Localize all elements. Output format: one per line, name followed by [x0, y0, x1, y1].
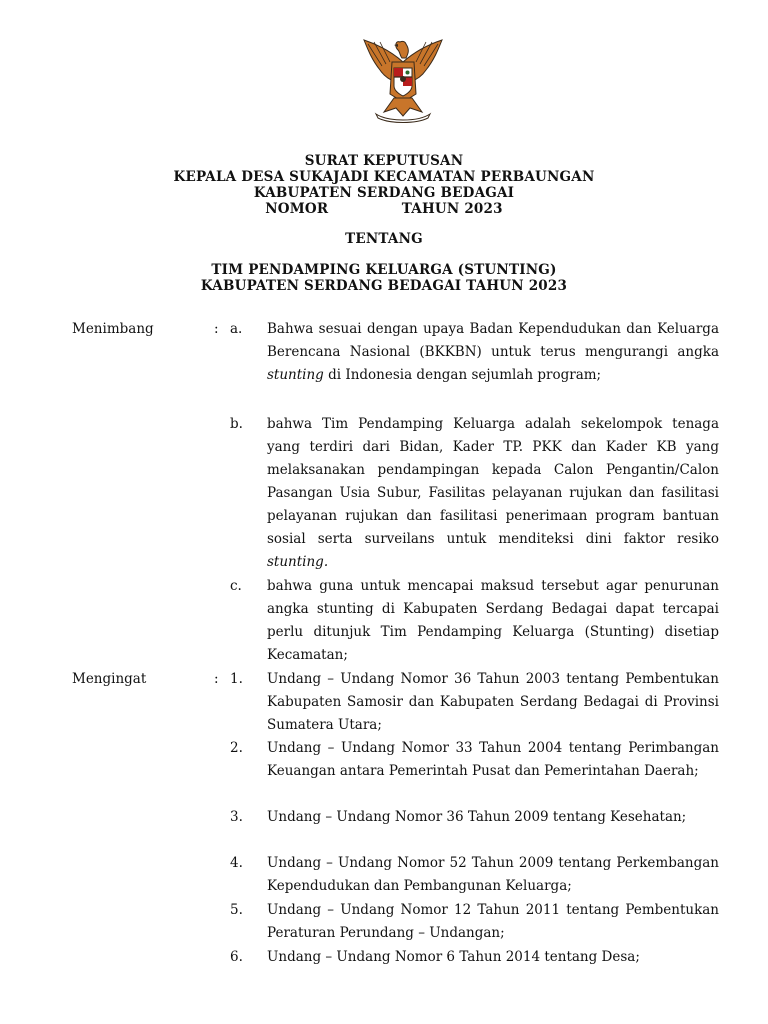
item-marker: c. [230, 578, 242, 594]
tentang-label: TENTANG [345, 231, 423, 247]
menimbang-label: Menimbang [72, 321, 154, 337]
mengingat-colon: : [214, 671, 219, 687]
mengingat-item-5 [230, 899, 720, 945]
menimbang-item-c [230, 575, 720, 667]
header-line: KEPALA DESA SUKAJADI KECAMATAN PERBAUNGAN [173, 169, 595, 185]
document-header [0, 153, 768, 217]
garuda-pancasila-emblem-icon [354, 32, 452, 124]
mengingat-label: Mengingat [72, 671, 147, 687]
item-text: bahwa guna untuk mencapai maksud tersebut agar penurunan angka stunting di Kabupaten Serdang Bedagai dapat tercapai perlu ditunjuk Tim Pendamping Keluarga (Stunting) disetiap Kecamatan; [267, 578, 719, 663]
item-text: Undang – Undang Nomor 52 Tahun 2009 tentang Perkembangan Kependudukan dan Pembangunan Keluarga; [267, 855, 719, 894]
header-line: NOMOR TAHUN 2023 [265, 201, 503, 217]
subject-line: TIM PENDAMPING KELUARGA (STUNTING) [211, 262, 557, 278]
item-text: bahwa Tim Pendamping Keluarga adalah sekelompok tenaga yang terdiri dari Bidan, Kader TP. PKK dan Kader KB yang melaksanakan pendampingan kepada Calon Pengantin/Calon Pasangan Usia Subur, Fasilitas pelayanan rujukan dan fasilitasi pelayanan rujukan dan fasilitasi penerimaan program bantuan sosial serta surveilans untuk menditeksi dini faktor resiko stunting. [267, 416, 719, 570]
item-marker: 5. [230, 902, 243, 918]
mengingat-item-2 [230, 737, 720, 783]
item-text: Bahwa sesuai dengan upaya Badan Kependudukan dan Keluarga Berencana Nasional (BKKBN) untuk terus mengurangi angka stunting di Indonesia dengan sejumlah program; [267, 321, 719, 383]
item-marker: 6. [230, 949, 243, 965]
item-marker: b. [230, 416, 243, 432]
item-text: Undang – Undang Nomor 36 Tahun 2003 tentang Pembentukan Kabupaten Samosir dan Kabupaten Serdang Bedagai di Provinsi Sumatera Utara; [267, 671, 719, 733]
mengingat-item-4 [230, 852, 720, 898]
item-marker: 4. [230, 855, 243, 871]
menimbang-item-a [230, 318, 720, 387]
item-marker: 3. [230, 809, 243, 825]
item-marker: 2. [230, 740, 243, 756]
mengingat-item-3 [230, 806, 720, 829]
header-line: SURAT KEPUTUSAN [304, 153, 464, 169]
item-text: Undang – Undang Nomor 12 Tahun 2011 tentang Pembentukan Peraturan Perundang – Undangan; [267, 902, 719, 941]
item-text: Undang – Undang Nomor 36 Tahun 2009 tentang Kesehatan; [267, 809, 687, 825]
tentang-heading [0, 231, 768, 247]
mengingat-item-1 [230, 668, 720, 737]
header-line: KABUPATEN SERDANG BEDAGAI [253, 185, 515, 201]
item-marker: a. [230, 321, 243, 337]
item-text: Undang – Undang Nomor 33 Tahun 2004 tentang Perimbangan Keuangan antara Pemerintah Pusat dan Pemerintahan Daerah; [267, 740, 719, 779]
menimbang-colon: : [214, 321, 219, 337]
subject-heading [0, 262, 768, 294]
subject-line: KABUPATEN SERDANG BEDAGAI TAHUN 2023 [200, 278, 568, 294]
menimbang-item-b [230, 413, 720, 574]
item-text: Undang – Undang Nomor 6 Tahun 2014 tentang Desa; [267, 949, 640, 965]
item-marker: 1. [230, 671, 243, 687]
mengingat-item-6 [230, 946, 720, 969]
